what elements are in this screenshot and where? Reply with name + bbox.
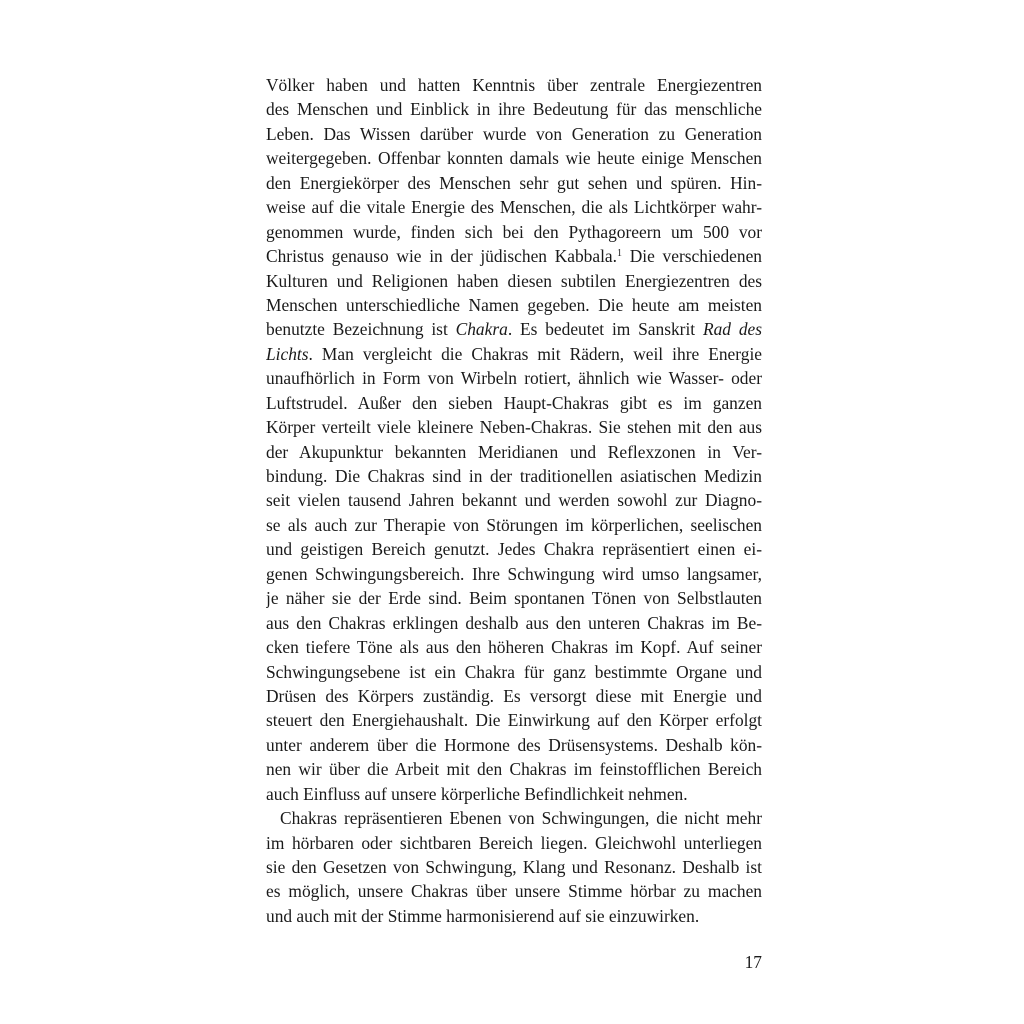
text-line: seit vielen tausend Jahren bekannt und werden sowohl zur Diagno- <box>266 490 762 511</box>
text-line: und geistigen Bereich genutzt. Jedes Chakra repräsentiert einen ei- <box>266 539 762 560</box>
text-line: der Akupunktur bekannten Meridianen und Reflexzonen in Ver- <box>266 441 762 462</box>
text-line: je näher sie der Erde sind. Beim spontanen Tönen von Selbstlauten <box>266 588 762 609</box>
italic-term: Chakra <box>455 319 508 340</box>
text-segment: . Es bedeutet im Sanskrit <box>507 319 703 340</box>
text-segment: . Man vergleicht die Chakras mit Rädern, weil ihre Energie <box>308 343 762 364</box>
text-line: genommen wurde, finden sich bei den Pythagoreern um 500 vor <box>266 221 762 242</box>
italic-term: Rad des <box>702 319 762 340</box>
paragraph-2 <box>266 806 762 928</box>
text-line: aus den Chakras erklingen deshalb aus den unteren Chakras im Be- <box>266 612 762 633</box>
text-line: Kulturen und Religionen haben diesen subtilen Energiezentren des <box>266 270 762 291</box>
text-line: Menschen unterschiedliche Namen gegeben. Die heute am meisten <box>266 294 762 315</box>
text-line: den Energiekörper des Menschen sehr gut sehen und spüren. Hin- <box>266 172 762 193</box>
text-line: es möglich, unsere Chakras über unsere Stimme hörbar zu machen <box>266 881 762 902</box>
text-line: se als auch zur Therapie von Störungen im körperlichen, seelischen <box>266 514 762 535</box>
text-line: Körper verteilt viele kleinere Neben-Chakras. Sie stehen mit den aus <box>266 417 762 438</box>
italic-term: Lichts <box>266 343 309 364</box>
text-segment: Die verschiedenen <box>622 246 762 267</box>
text-line: und auch mit der Stimme harmonisierend auf sie einzuwirken. <box>266 905 700 926</box>
text-line: bindung. Die Chakras sind in der traditionellen asiatischen Medizin <box>266 466 762 486</box>
text-line: des Menschen und Einblick in ihre Bedeutung für das menschliche <box>266 99 762 120</box>
text-line: auch Einfluss auf unsere körperliche Befindlichkeit nehmen. <box>266 783 688 804</box>
footnote-marker: 1 <box>617 248 622 260</box>
page-number: 17 <box>744 952 762 972</box>
text-line: weise auf die vitale Energie des Menschen, die als Lichtkörper wahr- <box>266 197 762 218</box>
body-text <box>266 73 762 928</box>
text-line: Völker haben und hatten Kenntnis über zentrale Energiezentren <box>266 75 762 95</box>
text-line <box>266 244 762 268</box>
text-line: unaufhörlich in Form von Wirbeln rotiert, ähnlich wie Wasser- oder <box>266 368 762 389</box>
text-line: Chakras repräsentieren Ebenen von Schwingungen, die nicht mehr <box>280 808 762 829</box>
text-line: cken tiefere Töne als aus den höheren Chakras im Kopf. Auf seiner <box>266 637 762 658</box>
text-line: unter anderem über die Hormone des Drüsensystems. Deshalb kön- <box>266 734 762 755</box>
text-line: Luftstrudel. Außer den sieben Haupt-Chakras gibt es im ganzen <box>266 392 762 413</box>
text-line: Leben. Das Wissen darüber wurde von Generation zu Generation <box>266 123 762 144</box>
paragraph-1 <box>266 73 762 806</box>
text-line: Drüsen des Körpers zuständig. Es versorgt diese mit Energie und <box>266 685 762 706</box>
text-line: steuert den Energiehaushalt. Die Einwirkung auf den Körper erfolgt <box>266 710 762 731</box>
text-line: im hörbaren oder sichtbaren Bereich liegen. Gleichwohl unterliegen <box>266 832 762 853</box>
text-line <box>266 317 762 341</box>
text-line: genen Schwingungsbereich. Ihre Schwingung wird umso langsamer, <box>266 563 762 584</box>
text-line: sie den Gesetzen von Schwingung, Klang und Resonanz. Deshalb ist <box>266 857 762 877</box>
text-segment: benutzte Bezeichnung ist <box>266 319 456 340</box>
text-line: Schwingungsebene ist ein Chakra für ganz bestimmte Organe und <box>266 661 762 682</box>
text-line: weitergegeben. Offenbar konnten damals wie heute einige Menschen <box>266 148 762 169</box>
text-line: nen wir über die Arbeit mit den Chakras im feinstofflichen Bereich <box>266 759 762 780</box>
text-segment: Christus genauso wie in der jüdischen Kabbala. <box>266 246 617 267</box>
text-line <box>266 342 762 366</box>
